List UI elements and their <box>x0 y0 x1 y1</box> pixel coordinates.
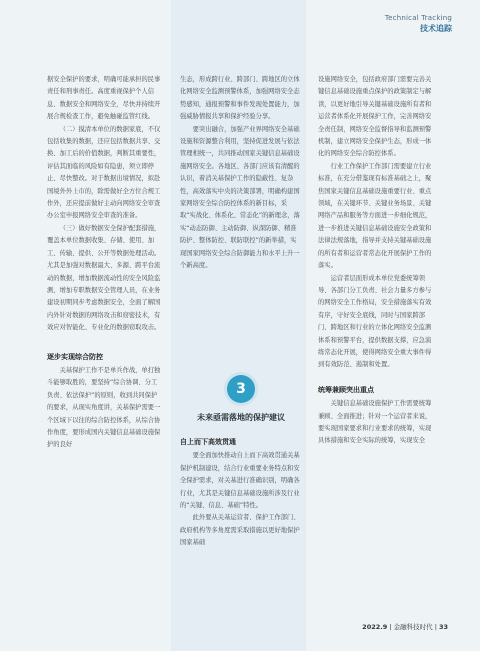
section-header <box>385 14 452 34</box>
header-chinese: 技术追踪 <box>420 24 452 33</box>
section-title: 未来亟需落地的保护建议 <box>197 413 285 422</box>
paragraph: 运营者层面形成本单位党委统筹领导、各部门分工负责、社会力量多方参与的网络安全工作格局，安全措施落实有效有序，守好安全底线，同时与国家跨部门、跨地区和行业的立体化网络安全监测体系和预警平台，提供数据支撑，应急演练常态化开展，使得网络安全重大事件得到有效防范、遏制和处置。 <box>318 274 432 369</box>
magazine-name: 金融科技时代 <box>393 623 433 631</box>
issue-number: 2022.9 <box>362 623 388 631</box>
page-footer <box>362 622 448 631</box>
paragraph: 此外要从关基运营者、保护工作部门、政府机构等多角度需采取措施以更好地保护国家基础 <box>180 514 300 547</box>
separator: | <box>389 623 394 631</box>
subheading: 统筹兼顾突出重点 <box>318 385 374 394</box>
subheading: 逐步实现综合防控 <box>47 352 103 361</box>
paragraph: 设施网络安全，包括政府部门需要完善关键信息基础设施重点保护的政策制定与解读，以更好地引导关键基础设施所有者和运营者体系化开展保护工作，完善网络安全责任制，网络安全监督指导和监测预警机制，建立网络安全保护生态，形成一体化的网络安全综合防控体系。 <box>318 76 432 158</box>
paragraph: 要突出融合，加强产业界网络安全基础设施和资源整合利用，坚持促进发展与依法管理相统一，共同推动国家关键信息基础设施网络安全。各地区、各部门应该有清醒的认识，着消关基保护工作的隐蔽性、复杂性，高效落实中央的决策部署，明确构建国家网络安全综合防控体系的新目标，采取“实战化、体系化、常态化”的新理念，落实“动态防御、主动防御、纵深防御、精准防护、整体防控、联防联控”的新举措，实现国家网络安全综合防御能力和水平上升一个新高度。 <box>180 125 300 270</box>
paragraph: 关键信息基础设施保护工作需要统筹兼顾、全面推进；针对一个运营者来说，要实现国家要求和行业要求的统筹，实现具体措施和安全实际的统筹，实现安全 <box>318 400 432 445</box>
paragraph: （三）做好数据安全保护配套措施，覆盖本单位数据收集、存储、使用、加工、传输、提供、公开等数据处理活动。尤其是加强对数据最大、多源、跨平台流动的数据，增加数据流动性的安全风险监测，增加专职数据安全管理人员，在业务建设初期同步考虑数据安全，全面了解国内外针对数据的网络攻击和窃密技术，有效应对智能化、专业化的数据窃取攻击。 <box>47 224 161 332</box>
section-number-badge: 3 <box>227 375 255 403</box>
column-1 <box>47 74 163 452</box>
page-number: 33 <box>438 623 448 631</box>
paragraph: 行业工作保护工作部门需要建立行业标准，在充分借鉴现有标准基础之上，聚焦国家关键信息基础设施重要行业、重点领域，在关键环节、关键业务场景、关键网络产品和服务等方面进一步细化规范，进一步推进关键信息基础设施安全政策和法律法规落地，指导并支持关键基础设施的所有者和运营者常态化开展保护工作的落实。 <box>318 162 432 270</box>
paragraph: 要全面加快推动自上而下高效贯通关基保护机制建设，结合行业重要业务特点和安全保护需求，对关基进行准确识别，明确各行业，尤其是关键信息基础设施所涉及行业的“关键、信息、基础”特性。 <box>180 452 300 510</box>
paragraph: 关基保护工作不是单兵作战，单打独斗能够取胜的，要坚持“综合协调、分工负责、依法保护”的原则，收到共同保护的要求，从现实角度讲，关基保护需要一个区域下以往的综合防控体系，从综合协作角度，要形成国内关键信息基础设施保护的良好 <box>47 366 161 449</box>
column-2 <box>180 74 301 273</box>
paragraph: 生态，形成跨行业、跨部门、跨地区的立体化网络安全监测预警体系，加强网络安全态势感知，通报预警和事件发现处置能力，加强威胁情报共享和保护经验分享。 <box>180 76 300 121</box>
column-3 <box>318 74 436 448</box>
subheading: 自上而下高效贯通 <box>180 438 236 446</box>
paragraph: （二）摸清本单位的数据家底，不仅包括收集的数据，还应包括数据共享、交换、加工后的价值数据，判断其重要性，评估其面临的风险如有隐患，须立即停止、尽快整改。对于数据出境情况，拟赴国境外外上市的，除需做好全方位合规工作外，还应提前做好主动向网络安全审查办公室申报网络安全审查的准备。 <box>47 125 161 220</box>
column-2-lower <box>180 436 301 550</box>
separator: | <box>434 623 439 631</box>
header-english: Technical Tracking <box>384 14 452 22</box>
paragraph: 据安全保护的要求，明确可能承担的民事责任和刑事责任。高度重视保护个人信息、数据安全和网络安全，尽快并持续开展合规检查工作，避免触碰监管红线。 <box>47 76 161 121</box>
